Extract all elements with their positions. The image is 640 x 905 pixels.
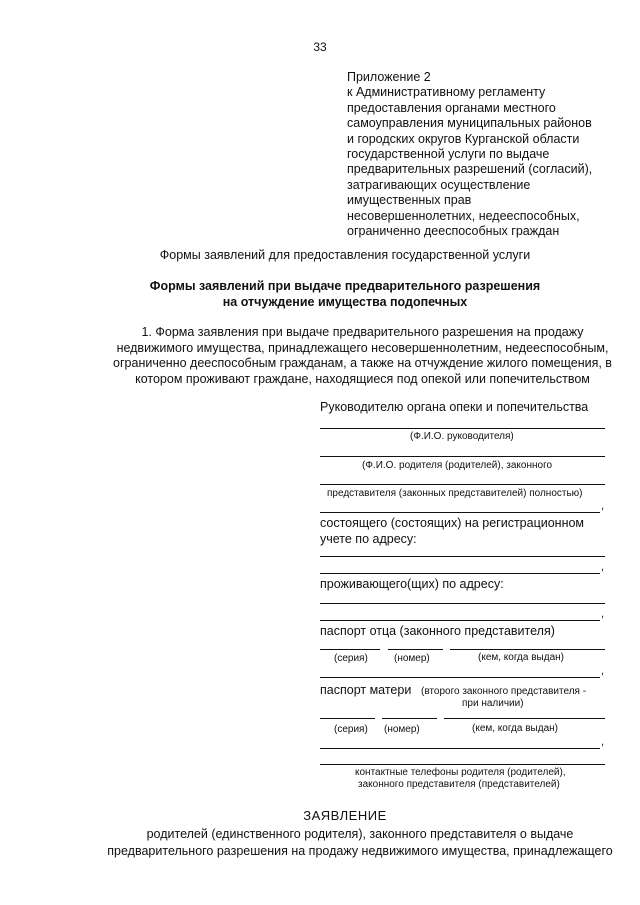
item-1-paragraph — [100, 325, 625, 387]
mother-number-caption: (номер) — [384, 724, 420, 735]
father-number-caption: (номер) — [394, 653, 430, 664]
father-number-line[interactable] — [388, 649, 443, 650]
fio-parent-caption: (Ф.И.О. родителя (родителей), законного — [362, 460, 553, 471]
item-1-line: ограниченно дееспособным гражданам, а также на отчуждение жилого помещения, в — [113, 356, 612, 370]
phones-caption-2: законного представителя (представителей) — [358, 779, 560, 790]
mother-number-line[interactable] — [382, 718, 437, 719]
registered-label: состоящего (состоящих) на регистрационном — [320, 516, 585, 530]
living-address-line-2[interactable] — [320, 620, 600, 621]
section-title-line: Формы заявлений при выдаче предварительного разрешения — [149, 279, 541, 293]
father-series-line[interactable] — [320, 649, 380, 650]
appendix-line: затрагивающих осуществление — [347, 177, 531, 192]
comma: , — [601, 665, 605, 677]
appendix-line: к Административному регламенту — [347, 85, 546, 100]
appendix-line: ограниченно дееспособных граждан — [347, 224, 560, 239]
statement-line: предварительного разрешения на продажу недвижимого имущества, принадлежащего — [107, 844, 613, 858]
item-1-line: котором проживают граждане, находящиеся под опекой или попечительством — [135, 371, 590, 386]
appendix-line: самоуправления муниципальных районов — [347, 116, 592, 131]
living-label: проживающего(щих) по адресу: — [320, 577, 504, 591]
mother-series-line[interactable] — [320, 718, 375, 719]
appendix-line: предоставления органами местного — [347, 100, 556, 115]
passport-father-label: паспорт отца (законного представителя) — [320, 624, 555, 638]
mother-note-caption-2: при наличии) — [462, 698, 524, 709]
mother-series-caption: (серия) — [334, 724, 368, 735]
appendix-line: и городских округов Курганской области — [347, 131, 580, 146]
mother-issued-caption: (кем, когда выдан) — [472, 723, 558, 734]
father-issued-line[interactable] — [450, 649, 605, 650]
fio-head-caption: (Ф.И.О. руководителя) — [410, 431, 514, 442]
father-series-caption: (серия) — [334, 653, 368, 664]
rep-line[interactable] — [320, 484, 605, 485]
comma: , — [601, 608, 605, 620]
statement-text — [90, 826, 630, 860]
appendix-line: Приложение 2 — [347, 70, 431, 84]
phones-line[interactable] — [320, 764, 605, 765]
forms-title: Формы заявлений для предоставления государственной услуги — [159, 248, 531, 262]
appendix-line: несовершеннолетних, недееспособных, — [347, 208, 580, 223]
registered-address-line-2[interactable] — [320, 573, 600, 574]
registered-label-2: учете по адресу: — [320, 532, 417, 546]
fio-parent-line[interactable] — [320, 456, 605, 457]
father-extra-line[interactable] — [320, 677, 600, 678]
mother-extra-line[interactable] — [320, 748, 600, 749]
statement-line: родителей (единственного родителя), законного представителя о выдаче — [146, 827, 574, 841]
comma: , — [601, 561, 605, 573]
phones-caption: контактные телефоны родителя (родителей), — [355, 767, 566, 778]
appendix-line: предварительных разрешений (согласий), — [347, 162, 593, 177]
section-title — [0, 278, 640, 310]
appendix-line: имущественных прав — [347, 193, 472, 208]
section-title-line: на отчуждение имущества подопечных — [222, 295, 468, 309]
item-1-line: 1. Форма заявления при выдаче предварительного разрешения на продажу — [141, 325, 584, 339]
father-issued-caption: (кем, когда выдан) — [478, 652, 564, 663]
mother-issued-line[interactable] — [444, 718, 605, 719]
addressee-label: Руководителю органа опеки и попечительства — [320, 400, 589, 414]
registered-address-line[interactable] — [320, 556, 605, 557]
appendix-block — [347, 70, 627, 239]
passport-mother-label: паспорт матери — [320, 683, 412, 697]
page-number: 33 — [313, 40, 327, 54]
rep-line-2[interactable] — [320, 512, 600, 513]
living-address-line[interactable] — [320, 603, 605, 604]
mother-note-caption: (второго законного представителя - — [421, 686, 587, 697]
fio-head-line[interactable] — [320, 428, 605, 429]
comma: , — [601, 500, 605, 512]
appendix-line: государственной услуги по выдаче — [347, 147, 550, 162]
rep-caption: представителя (законных представителей) полностью) — [327, 488, 583, 499]
comma: , — [601, 736, 605, 748]
item-1-line: недвижимого имущества, принадлежащего несовершеннолетним, недееспособным, — [116, 340, 609, 355]
statement-title: ЗАЯВЛЕНИЕ — [303, 808, 387, 823]
